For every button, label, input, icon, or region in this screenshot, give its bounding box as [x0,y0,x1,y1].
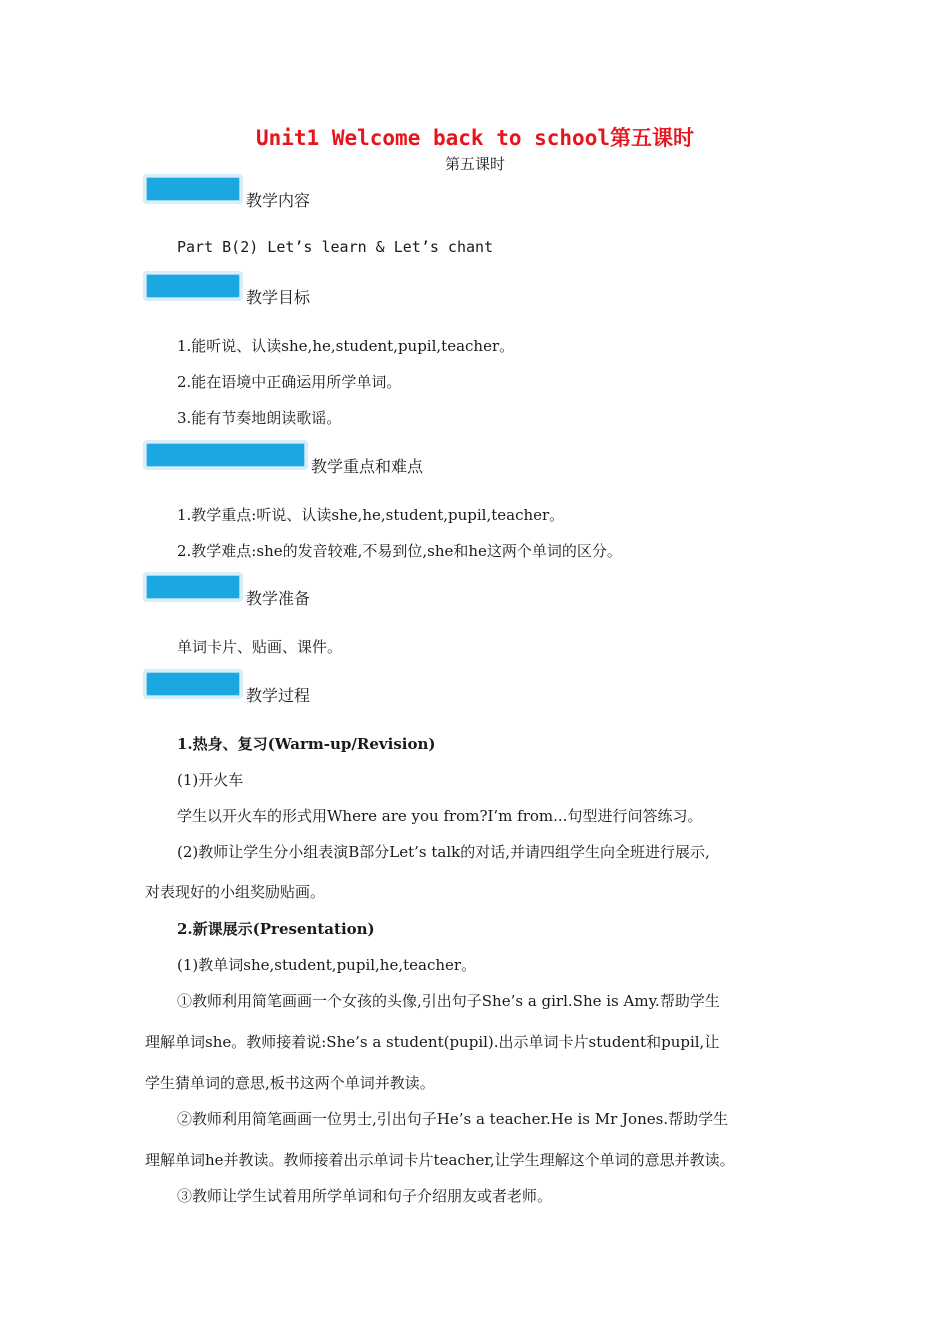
content-text: Part B(2) Let’s learn & Let’s chant [177,238,494,256]
goal-item: 2.能在语境中正确运用所学单词。 [177,373,402,391]
section-badge [143,440,308,470]
process-step-heading: 2.新课展示(Presentation) [177,920,375,938]
process-line: (2)教师让学生分小组表演B部分Let’s talk的对话,并请四组学生向全班进行展示, [177,843,710,861]
process-line: ②教师利用简笔画画一位男士,引出句子He’s a teacher.He is Mr Jones.帮助学生 [177,1110,729,1128]
key-point-item: 1.教学重点:听说、认读she,he,student,pupil,teacher。 [177,506,565,524]
page-subtitle: 第五课时 [444,155,505,173]
section-label: 教学目标 [246,288,311,307]
goal-item: 3.能有节奏地朗读歌谣。 [177,409,342,427]
process-line: (1)教单词she,student,pupil,he,teacher。 [177,956,477,974]
process-line: 学生猜单词的意思,板书这两个单词并教读。 [145,1074,435,1092]
goal-item: 1.能听说、认读she,he,student,pupil,teacher。 [177,337,515,355]
page-title: Unit1 Welcome back to school第五课时 [255,126,694,150]
process-line: 对表现好的小组奖励贴画。 [145,883,326,901]
section-badge [143,271,243,301]
process-line: 理解单词he并教读。教师接着出示单词卡片teacher,让学生理解这个单词的意思并教读。 [145,1151,735,1169]
section-label: 教学内容 [246,191,311,210]
section-badge [143,669,243,699]
section-label: 教学准备 [246,589,311,608]
process-line: 学生以开火车的形式用Where are you from?I’m from...句型进行问答练习。 [177,807,703,825]
preparation-text: 单词卡片、贴画、课件。 [177,638,343,656]
section-badge [143,174,243,204]
process-step-heading: 1.热身、复习(Warm-up/Revision) [177,735,436,753]
process-line: ①教师利用简笔画画一个女孩的头像,引出句子She’s a girl.She is Amy.帮助学生 [177,992,720,1010]
section-label: 教学重点和难点 [311,457,424,476]
section-label: 教学过程 [246,686,311,705]
key-point-item: 2.教学难点:she的发音较难,不易到位,she和he这两个单词的区分。 [177,542,622,560]
section-badge [143,572,243,602]
process-line: (1)开火车 [177,771,244,789]
process-line: 理解单词she。教师接着说:She’s a student(pupil).出示单词卡片student和pupil,让 [145,1033,720,1051]
process-line: ③教师让学生试着用所学单词和句子介绍朋友或者老师。 [177,1187,553,1205]
